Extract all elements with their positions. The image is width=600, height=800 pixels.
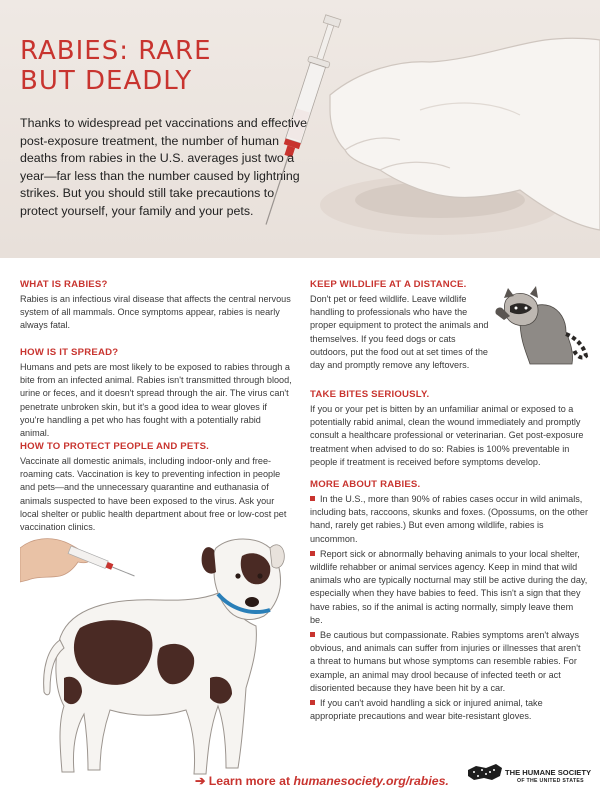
bullet-icon bbox=[310, 496, 315, 501]
section-how-spread bbox=[20, 347, 292, 440]
section-what-is-rabies bbox=[20, 279, 292, 333]
learn-more-link[interactable] bbox=[195, 774, 449, 788]
section-body: Humans and pets are most likely to be exposed to rabies through a bite from an infected animal. Rabies isn't transmitted through blood, urine or feces, and it doesn't spread through the air. The virus can't penetrate unbroken skin, but it's a good idea to wear gloves if you're handling a pet who has fought with a potentially rabid animal. bbox=[20, 362, 292, 439]
section-body: If you or your pet is bitten by an unfamiliar animal or exposed to a potentially rabid animal, clean the wound immediately and promptly consult a healthcare professional or veterinarian. Get post-exposure treatment when advised to do so: Rabies is 100% preventable in people if treatment is received before symptoms develop. bbox=[310, 404, 584, 467]
list-item-text: In the U.S., more than 90% of rabies cases occur in wild animals, including bats, raccoons, skunks and foxes. (Opossums, on the other hand, rarely get rabies.) But even among wildlife, rabies is uncommon. bbox=[310, 494, 589, 544]
list-item bbox=[310, 493, 588, 546]
section-body: Rabies is an infectious viral disease that affects the central nervous system of all mammals. Once symptoms appear, rabies is nearly always fatal. bbox=[20, 294, 291, 331]
section-more-about-rabies bbox=[310, 479, 588, 725]
hero-banner bbox=[0, 0, 600, 258]
org-subtitle: OF THE UNITED STATES bbox=[517, 778, 584, 784]
learn-more-url[interactable]: humanesociety.org/rabies. bbox=[293, 774, 449, 788]
list-item-text: Report sick or abnormally behaving animals to your local shelter, wildlife rehabber or animal services agency. Keep in mind that wild animals who are typically nocturnal may still be active during the day, especially when they have babies to feed. This isn't a sign that they have rabies, so if the animal is acting normally, simply leave them be. bbox=[310, 548, 588, 625]
title-line-2: BUT DEADLY bbox=[20, 66, 193, 96]
section-protect bbox=[20, 441, 292, 534]
section-heading: TAKE BITES SERIOUSLY. bbox=[310, 389, 430, 400]
bullet-icon bbox=[310, 551, 315, 556]
section-bites bbox=[310, 389, 588, 469]
section-heading: HOW IS IT SPREAD? bbox=[20, 347, 119, 358]
section-body: Vaccinate all domestic animals, including indoor-only and free-roaming cats. Vaccination is key to preventing infection in people and pets—and the unnecessary quarantine and euthanasia of animals suspected to have been exposed to the virus. Ask your local shelter or public health department about free or low-cost pet vaccination clinics. bbox=[20, 456, 287, 533]
raccoon-illustration bbox=[490, 280, 590, 370]
org-name: THE HUMANE SOCIETY bbox=[505, 768, 592, 777]
section-heading: WHAT IS RABIES? bbox=[20, 279, 108, 290]
bullet-icon bbox=[310, 700, 315, 705]
section-body: Don't pet or feed wildlife. Leave wildlife handling to professionals who have the proper equipment to protect the animals and themselves. If you feed dogs or cats outdoors, put the food out at set times of the day and promptly remove any leftovers. bbox=[310, 294, 489, 371]
hsus-wordmark bbox=[505, 768, 591, 786]
section-heading: HOW TO PROTECT PEOPLE AND PETS. bbox=[20, 441, 210, 452]
page-title bbox=[20, 36, 212, 96]
list-item-text: If you can't avoid handling a sick or injured animal, take appropriate precautions and wear bite-resistant gloves. bbox=[310, 698, 543, 722]
section-heading: MORE ABOUT RABIES. bbox=[310, 479, 421, 490]
section-heading: KEEP WILDLIFE AT A DISTANCE. bbox=[310, 279, 467, 290]
intro-paragraph: Thanks to widespread pet vaccinations and effective post-exposure treatment, the number of human deaths from rabies in the U.S. averages just two a year—far less than the number caused by lightning strikes. But you should still take precautions to protect yourself, your family and your pets. bbox=[20, 116, 307, 218]
section-wildlife bbox=[310, 279, 490, 372]
list-item bbox=[310, 629, 588, 695]
list-item bbox=[310, 697, 588, 723]
learn-more-prefix: ➔ Learn more at bbox=[195, 774, 294, 788]
bullet-icon bbox=[310, 632, 315, 637]
list-item bbox=[310, 548, 588, 627]
list-item-text: Be cautious but compassionate. Rabies symptoms aren't always obvious, and animals can suffer from injuries or illnesses that aren't a threat to humans but whose symptoms can resemble rabies. For example, an animal may drool because of infected teeth or act disoriented because they have been hit by a car. bbox=[310, 630, 581, 693]
dog-vaccination-illustration bbox=[20, 528, 302, 790]
title-line-1: RABIES: RARE bbox=[20, 36, 212, 66]
